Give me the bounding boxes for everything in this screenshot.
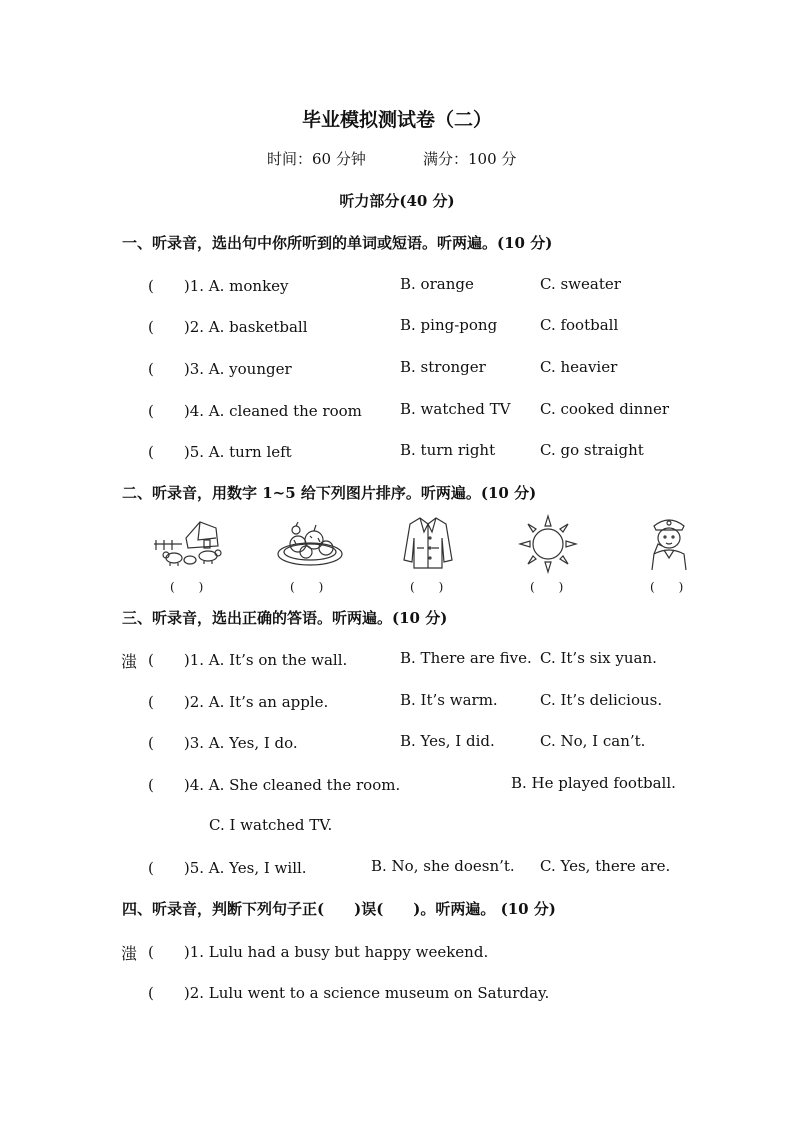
s3-q2-c: C. It’s delicious.: [540, 691, 663, 709]
s3-q4-b: B. He played football.: [511, 774, 676, 792]
s1-q5-a: ( )5. A. turn left: [148, 443, 292, 461]
section-2-heading: 二、听录音，用数字 1~5 给下列图片排序。听两遍。(10 分): [122, 484, 537, 502]
s3-q2-a: ( )2. A. It’s an apple.: [148, 693, 329, 711]
section-1-heading: 一、听录音，选出句中你所听到的单词或短语。听两遍。(10 分): [122, 234, 553, 252]
picture-3-blank: ( ): [410, 580, 444, 594]
side-mark-2: 滍: [121, 944, 138, 963]
section-3-heading: 三、听录音，选出正确的答语。听两遍。(10 分): [122, 609, 448, 627]
s3-q1-b: B. There are five.: [400, 649, 532, 667]
full-score: 满分：100 分: [423, 150, 517, 168]
section-4-heading: 四、听录音，判断下列句子正( )误( )。听两遍。 (10 分): [122, 900, 556, 918]
s1-q2-a: ( )2. A. basketball: [148, 318, 308, 336]
s1-q3-c: C. heavier: [540, 358, 618, 376]
s1-q2-b: B. ping-pong: [400, 316, 498, 334]
s4-q1: ( )1. Lulu had a busy but happy weekend.: [148, 943, 489, 961]
s3-q5-c: C. Yes, there are.: [540, 857, 671, 875]
fruit-plate-icon: [274, 516, 346, 568]
farm-icon: [152, 516, 224, 568]
s3-q4-a: ( )4. A. She cleaned the room.: [148, 776, 401, 794]
s1-q1-a: ( )1. A. monkey: [148, 277, 289, 295]
s1-q4-b: B. watched TV: [400, 400, 511, 418]
police-officer-icon: [646, 514, 692, 572]
s4-q2: ( )2. Lulu went to a science museum on Saturday.: [148, 984, 550, 1002]
s3-q4-c: C. I watched TV.: [209, 816, 333, 834]
s1-q3-a: ( )3. A. younger: [148, 360, 292, 378]
s1-q2-c: C. football: [540, 316, 619, 334]
time-limit: 时间：60 分钟: [267, 150, 366, 168]
s1-q5-c: C. go straight: [540, 441, 644, 459]
s1-q5-b: B. turn right: [400, 441, 496, 459]
picture-1-blank: ( ): [170, 580, 204, 594]
s1-q1-b: B. orange: [400, 275, 474, 293]
s3-q3-c: C. No, I can’t.: [540, 732, 646, 750]
s1-q1-c: C. sweater: [540, 275, 621, 293]
part-heading: 听力部分(40 分): [339, 192, 455, 210]
s3-q2-b: B. It’s warm.: [400, 691, 498, 709]
picture-2-blank: ( ): [290, 580, 324, 594]
side-mark: 滍: [121, 652, 138, 671]
s1-q3-b: B. stronger: [400, 358, 486, 376]
s3-q3-b: B. Yes, I did.: [400, 732, 495, 750]
sun-icon: [518, 514, 578, 574]
s1-q4-a: ( )4. A. cleaned the room: [148, 402, 362, 420]
s3-q1-c: C. It’s six yuan.: [540, 649, 657, 667]
s1-q4-c: C. cooked dinner: [540, 400, 670, 418]
page-title: 毕业模拟测试卷（二）: [301, 109, 492, 131]
picture-5-blank: ( ): [650, 580, 684, 594]
s3-q5-a: ( )5. A. Yes, I will.: [148, 859, 307, 877]
picture-4-blank: ( ): [530, 580, 564, 594]
s3-q5-b: B. No, she doesn’t.: [371, 857, 515, 875]
s3-q3-a: ( )3. A. Yes, I do.: [148, 734, 298, 752]
s3-q1-a: ( )1. A. It’s on the wall.: [148, 651, 348, 669]
jacket-icon: [400, 514, 456, 570]
